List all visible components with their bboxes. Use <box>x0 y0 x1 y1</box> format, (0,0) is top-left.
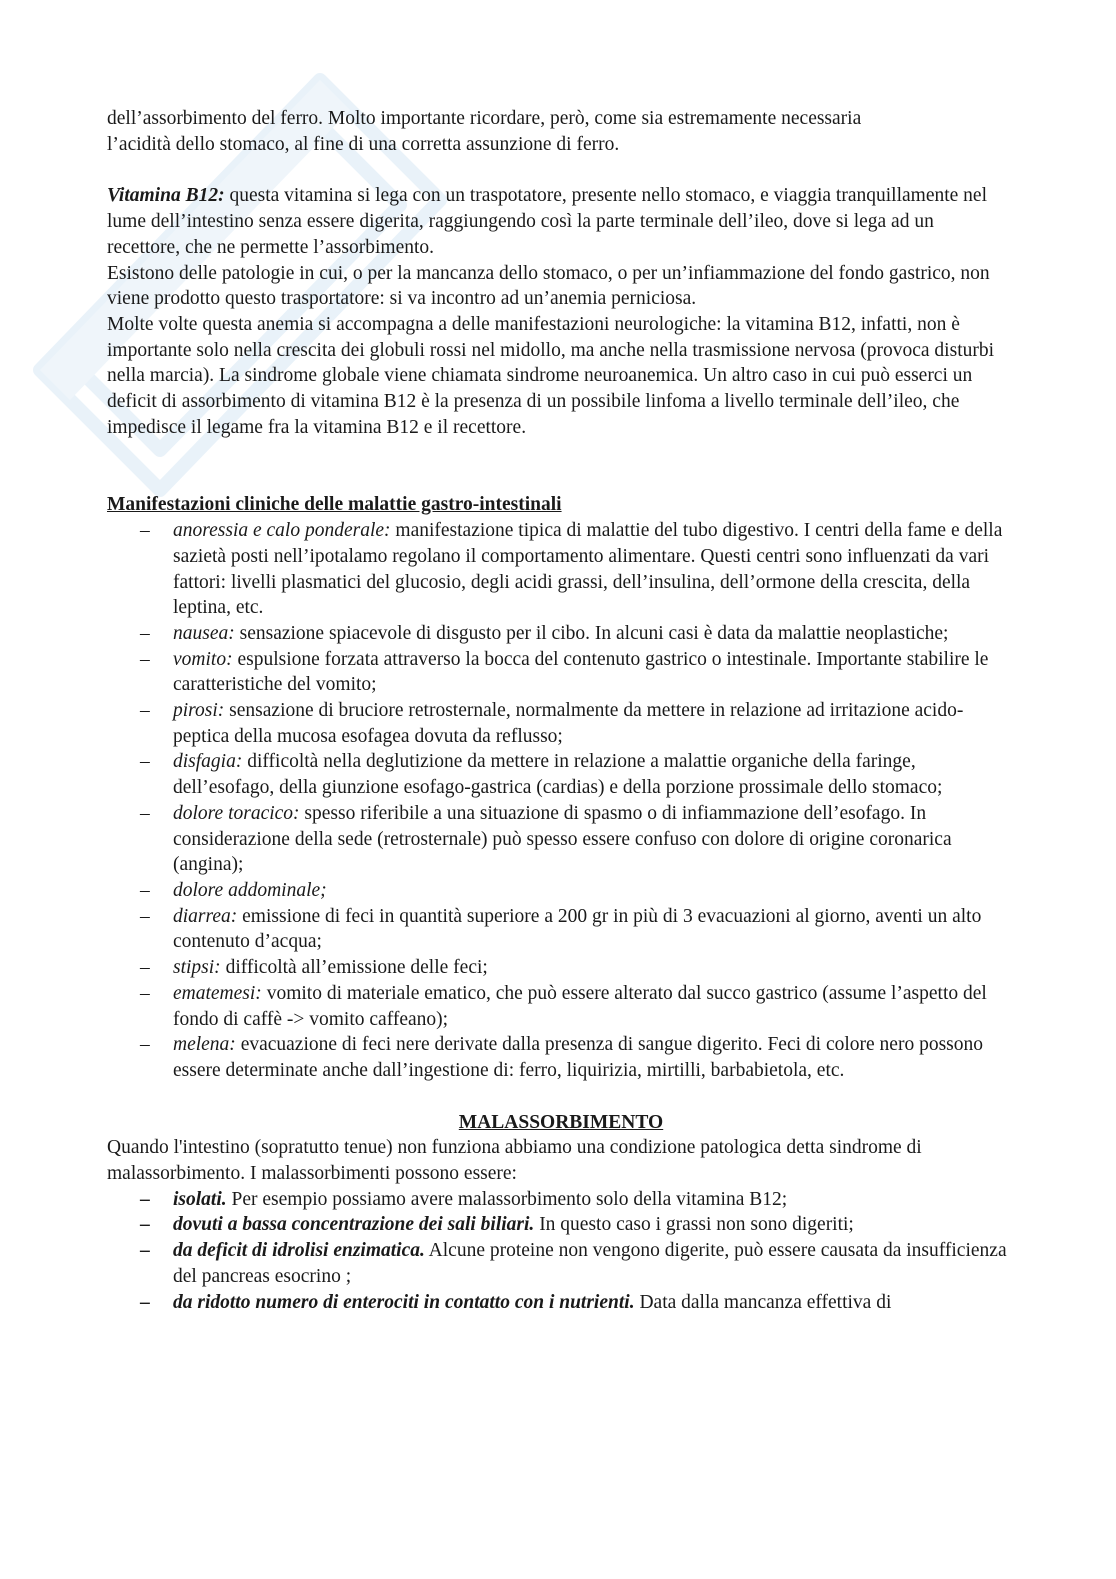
vitamin-b12-paragraph-3: Molte volte questa anemia si accompagna a delle manifestazioni neurologiche: la vitamina B12, infatti, non è importante solo nella crescita dei globuli rossi nel midollo, ma anche nella trasmissione nervosa (provoca disturbi nella marcia). La sindrome globale viene chiamata sindrome neuroanemica. Un altro caso in cui può esserci un deficit di assorbimento di vitamina B12 è la presenza di un possibile linfoma a livello terminale dell’ileo, che impedisce il legame fra la vitamina B12 e il recettore. <box>107 313 995 438</box>
intro-line-2: l’acidità dello stomaco, al fine di una corretta assunzione di ferro. <box>107 133 620 155</box>
intro-paragraph <box>107 106 1007 157</box>
list-item: – stipsi: difficoltà all’emissione delle feci; <box>140 957 488 979</box>
vitamin-b12-label: Vitamina B12: <box>107 185 225 207</box>
list-item: – pirosi: sensazione di bruciore retrosternale, normalmente da mettere in relazione ad irritazione acido-peptica della mucosa esofagea dovuta da reflusso; <box>140 700 964 747</box>
intro-line-1: dell’assorbimento del ferro. Molto importante ricordare, però, come sia estremamente necessaria <box>107 108 862 129</box>
malassorbimento-list <box>107 1187 1007 1316</box>
list-item: – ematemesi: vomito di materiale ematico, che può essere alterato dal succo gastrico (assume l’aspetto del fondo di caffè -> vomito caffeano); <box>140 982 987 1030</box>
list-item: – disfagia: difficoltà nella deglutizione da mettere in relazione a malattie organiche della faringe, dell’esofago, della giunzione esofago-gastrica (cardias) e della porzione prossimale dello stomaco; <box>140 751 943 799</box>
list-item: – nausea: sensazione spiacevole di disgusto per il cibo. In alcuni casi è data da malattie neoplastiche; <box>140 622 949 644</box>
list-item: – da deficit di idrolisi enzimatica. Alcune proteine non vengono digerite, può essere causata da insufficienza del pancreas esocrino ; <box>140 1240 1007 1287</box>
list-item: – isolati. Per esempio possiamo avere malassorbimento solo della vitamina B12; <box>140 1188 788 1210</box>
vitamin-b12-paragraph <box>107 183 1007 260</box>
document-page <box>107 106 1007 1315</box>
list-item: – melena: evacuazione di feci nere derivate dalla presenza di sangue digerito. Feci di colore nero possono essere determinate anche dall’ingestione di: ferro, liquirizia, mirtilli, barbabietola, etc. <box>140 1034 984 1081</box>
list-item: – dolore toracico: spesso riferibile a una situazione di spasmo o di infiammazione dell’esofago. In considerazione della sede (retrosternale) può spesso essere confuso con dolore di origine coronarica (angina); <box>140 802 952 876</box>
list-item: – da ridotto numero di enterociti in contatto con i nutrienti. Data dalla mancanza effettiva di <box>140 1291 892 1313</box>
list-item: – vomito: espulsione forzata attraverso la bocca del contenuto gastrico o intestinale. Importante stabilire le caratteristiche del vomito; <box>140 648 989 696</box>
clinical-heading: Manifestazioni cliniche delle malattie gastro-intestinali <box>107 494 562 516</box>
vitamin-b12-text: questa vitamina si lega con un traspotatore, presente nello stomaco, e viaggia tranquillamente nel lume dell’intestino senza essere digerita, raggiungendo così la parte terminale dell’ileo, dove si lega ad un recettore, che ne permette l’assorbimento. <box>107 185 987 258</box>
malassorbimento-heading: MALASSORBIMENTO <box>458 1111 664 1133</box>
clinical-list <box>107 518 1007 1083</box>
list-item: – anoressia e calo ponderale: manifestazione tipica di malattie del tubo digestivo. I centri della fame e della sazietà posti nell’ipotalamo regolano il comportamento alimentare. Questi centri sono influenzati da vari fattori: livelli plasmatici del glucosio, degli acidi grassi, dell’insulina, dell’ormone della crescita, della leptina, etc. <box>140 520 1003 619</box>
list-item: – diarrea: emissione di feci in quantità superiore a 200 gr in più di 3 evacuazioni al giorno, aventi un alto contenuto d’acqua; <box>140 905 982 953</box>
malassorbimento-intro: Quando l'intestino (sopratutto tenue) non funziona abbiamo una condizione patologica detta sindrome di malassorbimento. I malassorbimenti possono essere: <box>107 1137 922 1185</box>
list-item: – dovuti a bassa concentrazione dei sali biliari. In questo caso i grassi non sono digeriti; <box>140 1214 854 1236</box>
list-item: – dolore addominale; <box>140 879 327 901</box>
vitamin-b12-paragraph-2: Esistono delle patologie in cui, o per la mancanza dello stomaco, o per un’infiammazione del fondo gastrico, non viene prodotto questo trasportatore: si va incontro ad un’anemia perniciosa. <box>107 262 990 310</box>
